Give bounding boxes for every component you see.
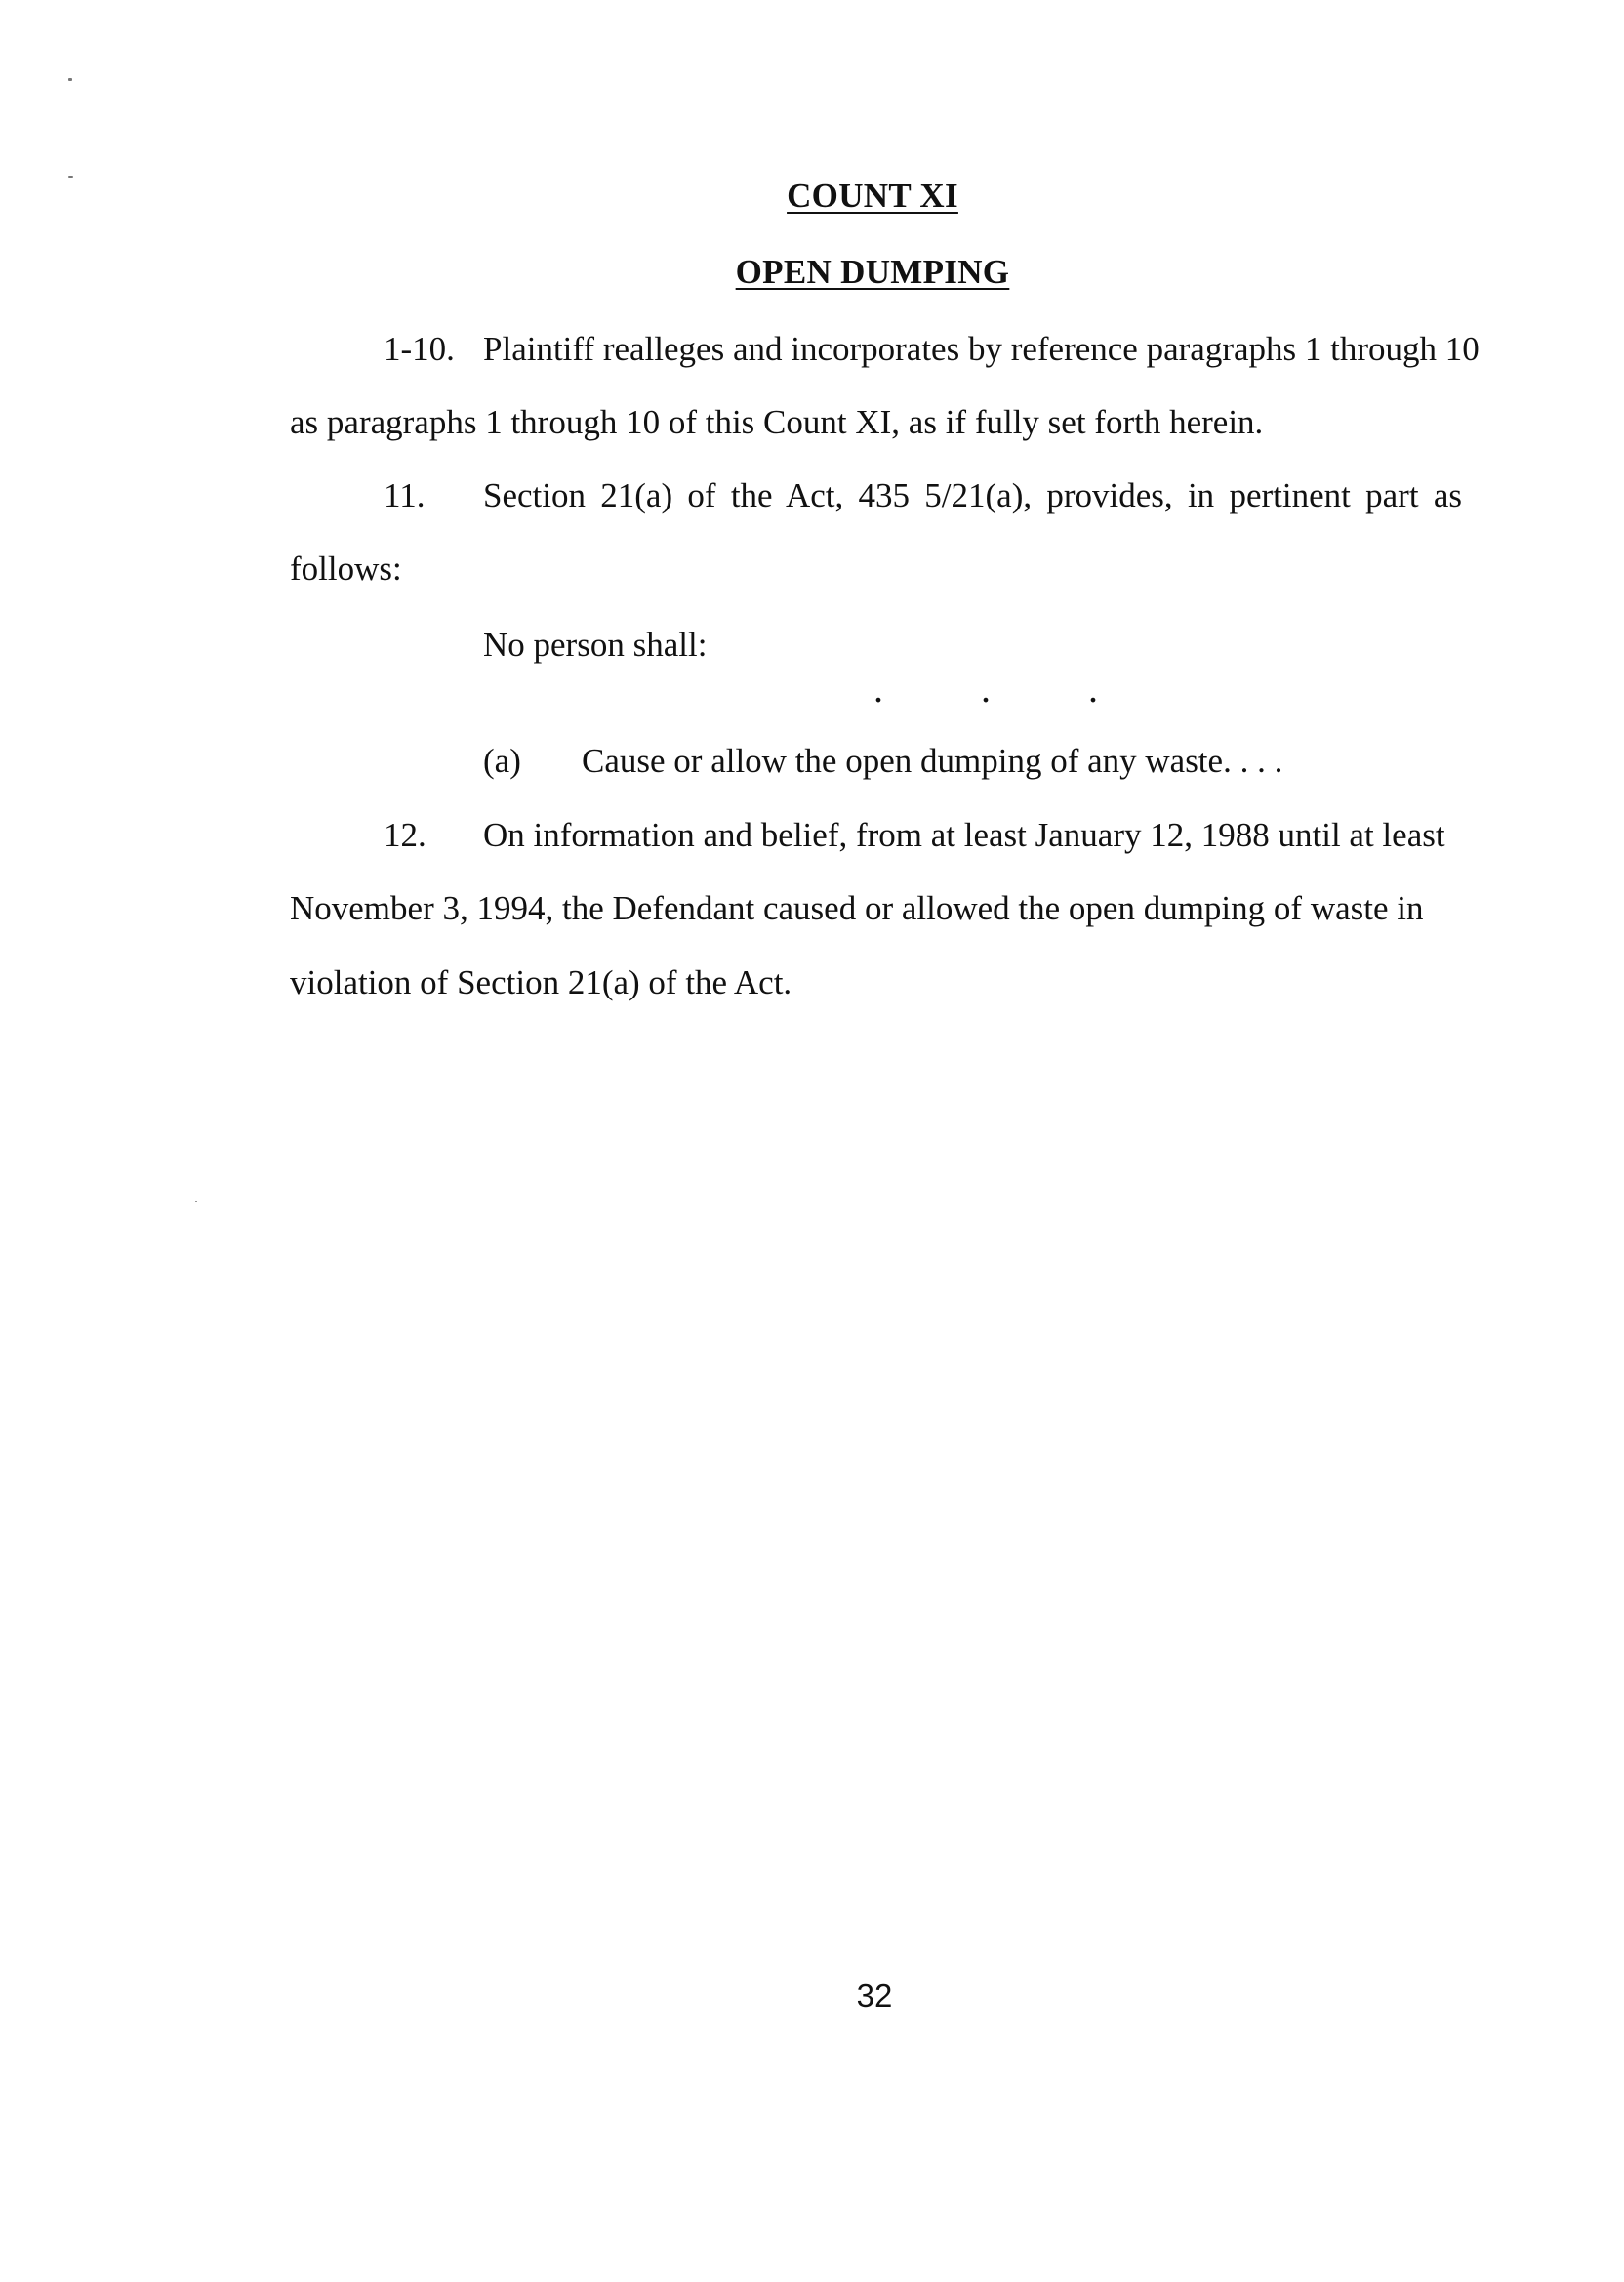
paragraph-11-line-2: follows: — [290, 550, 402, 588]
paragraph-1-10-line-2: as paragraphs 1 through 10 of this Count XI, as if fully set forth herein. — [290, 403, 1264, 441]
quote-item-label: (a) — [483, 742, 521, 780]
title-heading: OPEN DUMPING — [735, 253, 1010, 291]
quote-intro: No person shall: — [483, 626, 708, 664]
paragraph-number-1-10: 1-10. — [384, 330, 455, 368]
quote-item-text: Cause or allow the open dumping of any waste. . . . — [582, 742, 1283, 780]
scan-speck — [195, 1201, 197, 1202]
count-heading: COUNT XI — [787, 177, 958, 215]
paragraph-1-10-line-1: Plaintiff realleges and incorporates by reference paragraphs 1 through 10 — [483, 330, 1480, 368]
scan-speck — [68, 78, 72, 81]
page-number: 32 — [856, 1977, 893, 2014]
paragraph-number-11: 11. — [384, 476, 426, 514]
paragraph-12-line-3: violation of Section 21(a) of the Act. — [290, 963, 792, 1001]
paragraph-12-line-2: November 3, 1994, the Defendant caused or allowed the open dumping of waste in — [290, 889, 1424, 927]
quote-ellipsis: . . . — [873, 667, 1098, 711]
paragraph-number-12: 12. — [384, 816, 426, 854]
paragraph-11-line-1: Section 21(a) of the Act, 435 5/21(a), provides, in pertinent part as — [483, 476, 1462, 514]
paragraph-12-line-1: On information and belief, from at least January 12, 1988 until at least — [483, 816, 1445, 854]
